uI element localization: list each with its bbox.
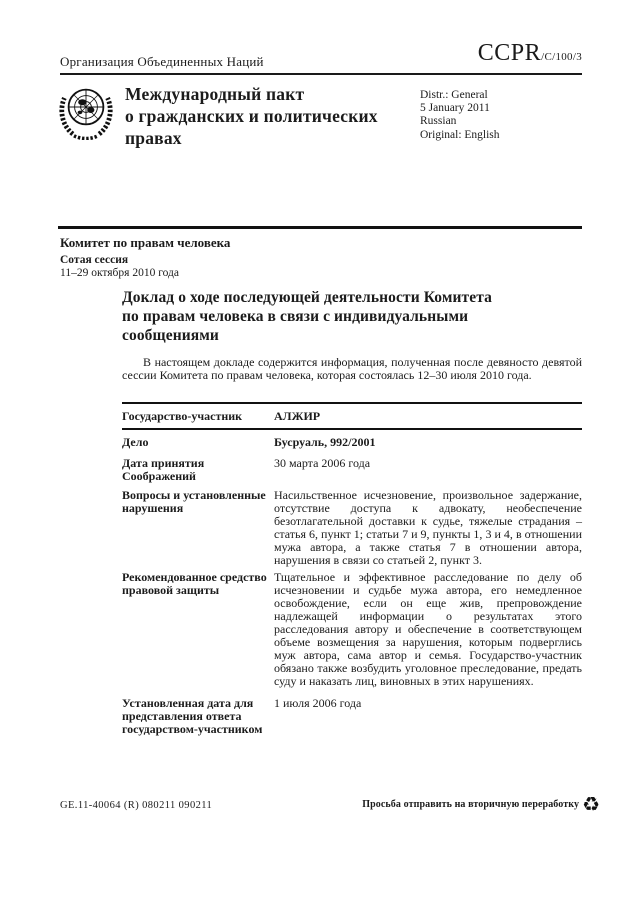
table-row-issues-violations [122, 489, 582, 566]
report-title-line: по правам человека в связи с индивидуальными [122, 308, 469, 325]
row-label: Дата принятия Соображений [122, 456, 205, 483]
session-dates: 11–29 октября 2010 года [60, 267, 179, 279]
un-emblem-icon [56, 80, 116, 140]
report-title-line: Доклад о ходе последующей деятельности Комитета [122, 289, 492, 306]
original-language-line: Original: English [420, 128, 500, 141]
case-table [122, 402, 582, 736]
row-value: 30 марта 2006 года [274, 456, 371, 470]
table-row-remedy [122, 571, 582, 687]
org-name: Организация Объединенных Наций [60, 54, 264, 69]
covenant-title-line: Международный пакт [125, 84, 305, 104]
recycle-note-text: Просьба отправить на вторичную переработку [362, 798, 580, 810]
row-value: Бусруаль, 992/2001 [274, 435, 376, 449]
table-row-case [122, 436, 582, 449]
covenant-title [125, 83, 378, 149]
session-label: Сотая сессия [60, 254, 129, 266]
ge-document-number: GE.11-40064 (R) 080211 090211 [60, 800, 213, 811]
row-value: Тщательное и эффективное расследование по делу об исчезновении и судьбе мужа автора, его немедленное освобождение, если он еще жив, препровождение надлежащей информации о результатах этого расследования автору и обеспечение в соответствующем объеме возмещения за нарушения, которым подверглись муж автора, сама автор и семья. Государство-участник обязано также возбудить уголовное преследование, предать суду и наказать лиц, виновных в этих нарушениях. [274, 570, 582, 688]
table-row-views-date [122, 457, 582, 483]
recycle-notice [362, 794, 600, 814]
report-title-line: сообщениями [122, 327, 219, 344]
header-rule [60, 73, 582, 75]
covenant-title-line: правах [125, 128, 182, 148]
row-label: Установленная дата для представления ответа государством-участником [122, 695, 263, 736]
date-line: 5 January 2011 [420, 102, 490, 115]
doc-symbol-suffix: /C/100/3 [541, 51, 582, 63]
committee-block [60, 235, 230, 279]
row-value: 1 июля 2006 года [274, 695, 362, 710]
section-rule [58, 226, 582, 229]
row-label: Рекомендованное средство правовой защиты [122, 570, 267, 598]
committee-name: Комитет по правам человека [60, 235, 231, 250]
doc-symbol [478, 40, 582, 67]
table-row-reply-due-date [122, 697, 582, 736]
distribution-info [420, 89, 500, 142]
report-title [122, 288, 492, 345]
row-label: Государство-участник [122, 409, 243, 423]
row-label: Вопросы и установленные нарушения [122, 488, 266, 515]
row-value: АЛЖИР [274, 409, 321, 423]
row-value: Насильственное исчезновение, произвольное задержание, отсутствие доступа к адвокату, необеспечение безотлагательной доставки к судье, тяжелые страдания – статья 6, пункт 1; статьи 7 и 9, пункты 1, 3 и 4, в отношении мужа автора, а также статья 7 в отношении автора, нарушения в связи со статьей 2, пункт 3. [274, 488, 582, 567]
table-row-state-party [122, 404, 582, 430]
row-label: Дело [122, 435, 149, 449]
intro-paragraph: В настоящем докладе содержится информация, полученная после девяносто девятой сессии Комитета по правам человека, которая состоялась 12–30 июля 2010 года. [122, 355, 582, 383]
language-line: Russian [420, 115, 457, 128]
doc-symbol-main: CCPR [477, 40, 542, 66]
distr-line: Distr.: General [420, 89, 488, 101]
covenant-title-line: о гражданских и политических [125, 106, 378, 126]
recycle-icon: ♻ [582, 792, 600, 816]
